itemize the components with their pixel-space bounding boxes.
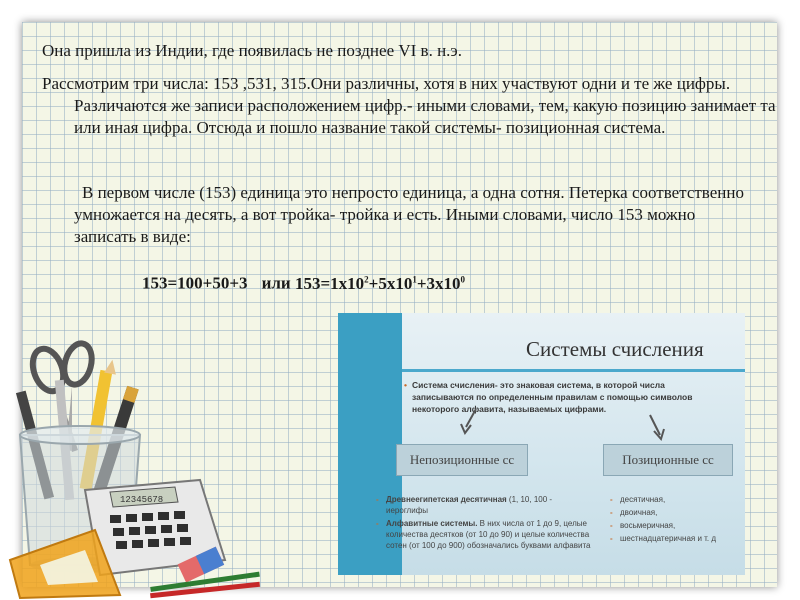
colored-pencils-icon	[150, 572, 260, 599]
paragraph-three-numbers: Рассмотрим три числа: 153 ,531, 315.Они различны, хотя в них участвуют одни и те же цифры. Различаются же записи расположением цифр.- иными словами, тем, какую позицию занимает та или иная цифра. Отсюда и пошло название такой системы- позиционная система.	[42, 74, 776, 137]
formula-powers: $153=1x10^2+5x10^1+3x10^0$	[294, 273, 466, 293]
non-positional-list	[374, 494, 594, 553]
formula-line	[142, 268, 662, 295]
list-item: - десятичная,	[608, 494, 738, 505]
positional-list	[608, 494, 738, 546]
stationery-illustration	[0, 330, 300, 600]
positional-box: Позиционные сс	[603, 444, 733, 476]
list-item: - Алфавитные системы. В них числа от 1 до 9, целые количества десятков (от 10 до 90) и целые количества сотен (от 100 до 900) обозначались буквами алфавита	[374, 518, 594, 551]
list-item: - шестнадцатеричная и т. д	[608, 533, 738, 544]
list-item: - двоичная,	[608, 507, 738, 518]
embedded-slide-title: Системы счисления	[526, 337, 704, 361]
formula-sum: 153=100+50+3	[142, 273, 248, 293]
svg-text:12345678: 12345678	[120, 495, 164, 505]
paragraph-first-number: В первом числе (153) единица это непросто единица, а одна сотня. Петерка соответственно умножается на десять, а вот тройка- тройка и есть. Иными словами, число 153 можно записать в виде:	[74, 183, 744, 246]
list-item: - восьмеричная,	[608, 520, 738, 531]
list-item: - Древнеегипетская десятичная (1, 10, 100 - иероглифы	[374, 494, 594, 516]
embedded-slide-definition: • Система счисления- это знаковая система, в которой числа записываются по определенным правилам с помощью символов некоторого алфавита, называемых цифрами.	[404, 380, 693, 414]
formula-or: или	[261, 273, 291, 293]
non-positional-box: Непозиционные сс	[396, 444, 528, 476]
paragraph-origin: Она пришла из Индии, где появилась не позднее VI в. н.э.	[42, 41, 462, 60]
